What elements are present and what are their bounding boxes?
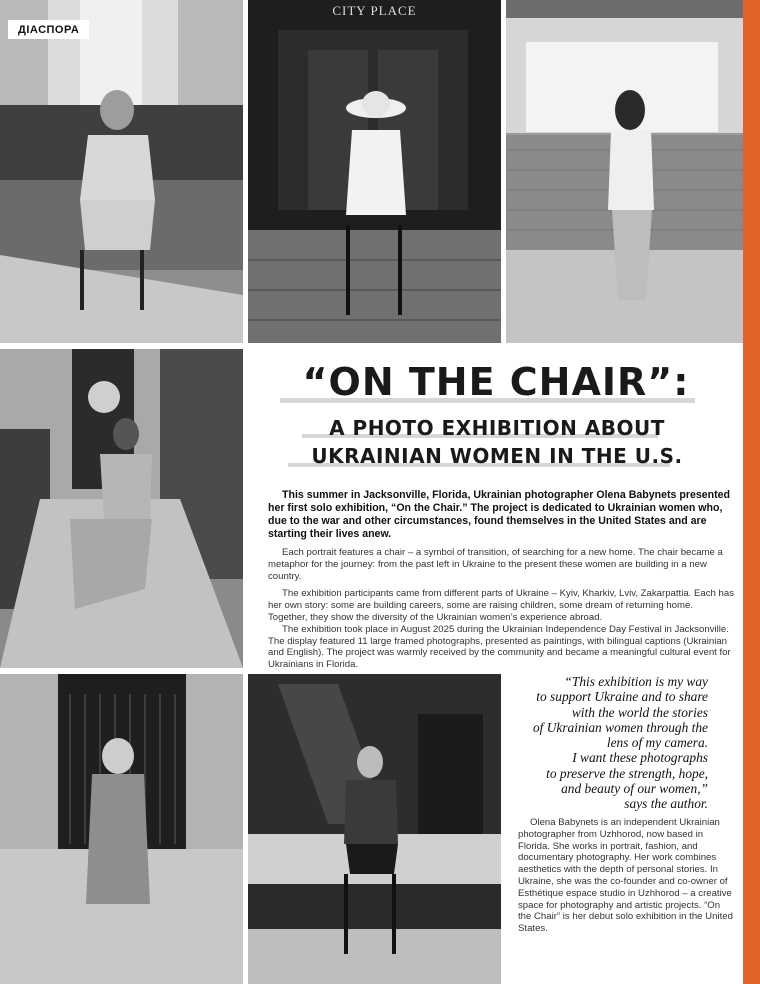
photo-woman-hat-doorway-image — [248, 0, 501, 343]
subtitle-line-1: A PHOTO EXHIBITION ABOUT — [329, 416, 665, 440]
photo-woman-polka-dot — [0, 674, 243, 984]
photo-woman-garden — [0, 0, 243, 343]
quote-line: with the world the stories — [571, 704, 708, 720]
body-paragraph-2: The exhibition participants came from different parts of Ukraine – Kyiv, Kharkiv, Lviv, Zakarpattia. Each has her own story: some are building careers, some are raising children, some dream of returning home. Together, they show the diversity of the Ukrainian women’s experience abroad. — [268, 588, 734, 623]
photo-woman-stairs-image — [248, 674, 501, 984]
pull-quote — [510, 674, 708, 812]
photo-woman-polka-dot-image — [0, 674, 243, 984]
article-title: “ON THE CHAIR”: — [302, 360, 690, 404]
photo-woman-porch-image — [0, 349, 243, 668]
author-bio — [518, 817, 736, 935]
section-tag: ДІАСПОРА — [8, 20, 89, 39]
subtitle-line-2: UKRAINIAN WOMEN IN THE U.S. — [311, 444, 683, 468]
photo-woman-garage-image — [506, 0, 743, 343]
photo-woman-garage — [506, 0, 743, 343]
accent-bar — [743, 0, 760, 984]
body-text — [268, 547, 734, 671]
photo-woman-porch — [0, 349, 243, 668]
quote-line: “This exhibition is my way — [564, 674, 708, 689]
photo-woman-hat-doorway — [248, 0, 501, 343]
quote-line: to support Ukraine and to share — [536, 689, 708, 705]
body-paragraph-1: Each portrait features a chair – a symbol of transition, of searching for a new home. The chair became a metaphor for the journey: from the past left in Ukraine to the present these women are building in a new country. — [268, 547, 723, 582]
quote-line: and beauty of our women,” — [561, 781, 708, 797]
building-sign: CITY PLACE — [332, 3, 417, 18]
photo-woman-stairs — [248, 674, 501, 984]
photo-woman-garden-image — [0, 0, 243, 343]
quote-line: of Ukrainian women through the — [532, 719, 708, 735]
body-paragraph-3: The exhibition took place in August 2025 during the Ukrainian Independence Day Festival in Jacksonville. The display featured 11 large framed photographs, presented as paintings, with bilingual captions (Ukrainian and English). The project was warmly received by the community and became a meaningful cultural event for Ukrainians in Florida. — [268, 623, 731, 671]
quote-attribution: says the author. — [624, 796, 708, 812]
bio-text: Olena Babynets is an independent Ukrainian photographer from Uzhhorod, now based in Florida. She works in portrait, fashion, and documentary photography. Her work combines aesthetics with the depth of personal stories. In Ukraine, she was the co-founder and co-owner of Esthétique espace studio in Uzhhorod – a creative space for photography and artistic projects. “On the Chair” is her debut solo exhibition in the United States. — [518, 817, 733, 935]
quote-line: lens of my camera. — [606, 735, 708, 751]
quote-line: to preserve the strength, hope, — [546, 765, 708, 781]
lead-text: This summer in Jacksonville, Florida, Ukrainian photographer Olena Babynets presented her first solo exhibition, “On the Chair.” The project is dedicated to Ukrainian women who, due to the war and other circumstances, found themselves in the United States and are starting their lives anew. — [268, 489, 730, 540]
lead-paragraph — [268, 489, 734, 541]
quote-line: I want these photographs — [572, 750, 708, 766]
